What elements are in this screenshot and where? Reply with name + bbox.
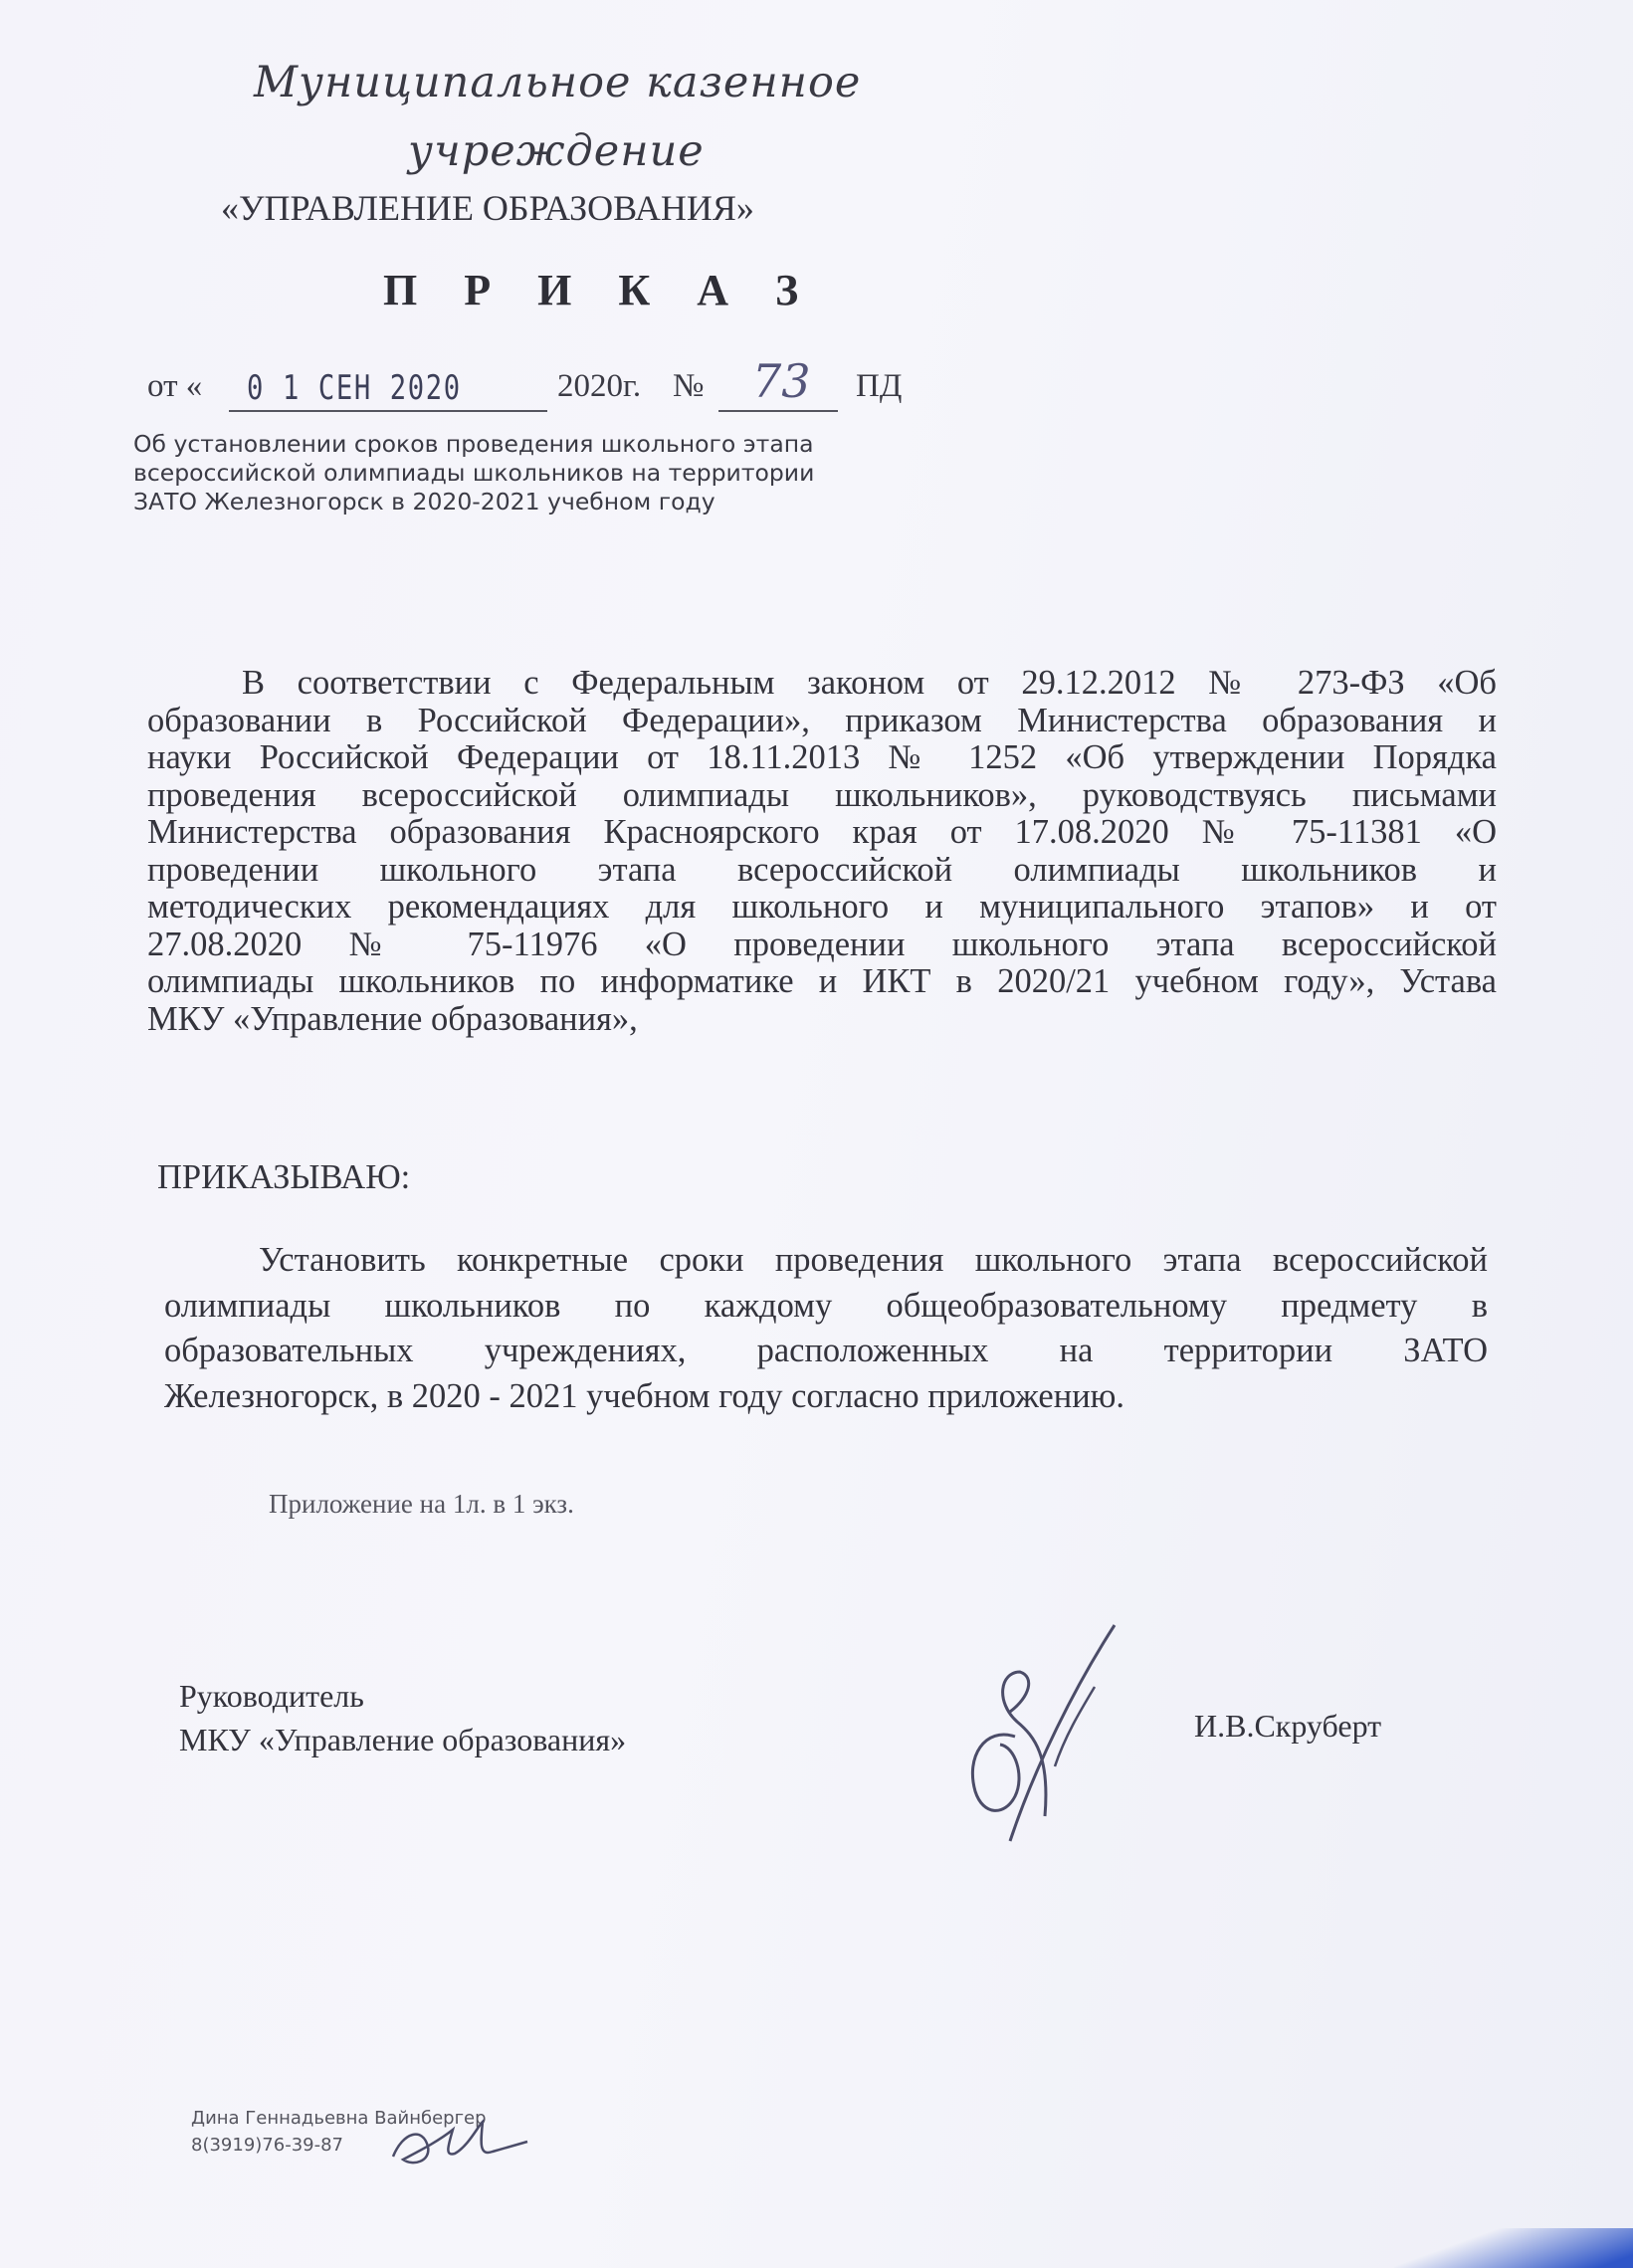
number-underline — [718, 410, 838, 412]
number-suffix: ПД — [856, 368, 903, 404]
directive-line: образовательных учреждениях, расположенных на территории ЗАТО — [164, 1332, 1488, 1369]
signatory-title — [179, 1674, 626, 1761]
preamble-line: проведении школьного этапа всероссийской олимпиады школьников и — [147, 850, 1497, 889]
signatory-name: И.В.Скруберт — [1194, 1708, 1382, 1744]
handwritten-order-number: 73 — [752, 354, 811, 408]
signatory-title-line1: Руководитель — [179, 1678, 364, 1714]
preamble-line: методических рекомендациях для школьного и муниципального этапов» и от — [147, 888, 1497, 926]
number-sign: № — [673, 368, 705, 404]
preamble-line: олимпиады школьников по информатике и ИКТ в 2020/21 учебном году», Устава — [147, 962, 1497, 1000]
executor-phone: 8(3919)76-39-87 — [191, 2135, 344, 2156]
year-text: 2020г. — [557, 368, 642, 404]
directive-line: Установить конкретные сроки проведения школьного этапа всероссийской — [259, 1241, 1488, 1279]
org-name-line1: Муниципальное казенное — [254, 58, 862, 107]
scan-edge-shadow — [1394, 2228, 1633, 2268]
order-verb: ПРИКАЗЫВАЮ: — [157, 1158, 411, 1196]
preamble-line: МКУ «Управление образования», — [147, 999, 638, 1038]
org-name-line2: учреждение — [408, 126, 705, 176]
subject-line: ЗАТО Железногорск в 2020-2021 учебном году — [133, 488, 715, 515]
directive-paragraph — [164, 1238, 1488, 1419]
preamble-line: 27.08.2020 № 75-11976 «О проведении школьного этапа всероссийской — [147, 925, 1497, 963]
appendix-note: Приложение на 1л. в 1 экз. — [269, 1489, 574, 1519]
date-underline — [229, 410, 547, 412]
preamble-line: проведения всероссийской олимпиады школьников», руководствуясь письмами — [147, 775, 1497, 814]
preamble-line: образовании в Российской Федерации», приказом Министерства образования и — [147, 701, 1497, 739]
preamble-line: науки Российской Федерации от 18.11.2013 № 1252 «Об утверждении Порядка — [147, 738, 1497, 776]
directive-line: Железногорск, в 2020 - 2021 учебном году согласно приложению. — [164, 1376, 1125, 1415]
directive-line: олимпиады школьников по каждому общеобразовательному предмету в — [164, 1286, 1488, 1325]
preamble-line: В соответствии с Федеральным законом от 29.12.2012 № 273-ФЗ «Об — [242, 664, 1497, 702]
preamble-line: Министерства образования Красноярского края от 17.08.2020 № 75-11381 «О — [147, 813, 1497, 851]
document-title: П Р И К А З — [383, 266, 817, 314]
signatory-title-line2: МКУ «Управление образования» — [179, 1722, 627, 1757]
handwritten-initials — [383, 2112, 532, 2171]
org-name-line3: «УПРАВЛЕНИЕ ОБРАЗОВАНИЯ» — [221, 188, 754, 228]
date-prefix: от « — [147, 368, 203, 404]
handwritten-signature — [955, 1617, 1124, 1846]
executor-name: Дина Геннадьевна Вайнбергер — [191, 2108, 487, 2129]
preamble-paragraph — [147, 665, 1497, 1038]
order-subject — [133, 430, 890, 516]
stamped-date: 0 1 СЕН 2020 — [247, 368, 462, 408]
subject-line: всероссийской олимпиады школьников на территории — [133, 459, 815, 487]
subject-line: Об установлении сроков проведения школьного этапа — [133, 430, 814, 458]
